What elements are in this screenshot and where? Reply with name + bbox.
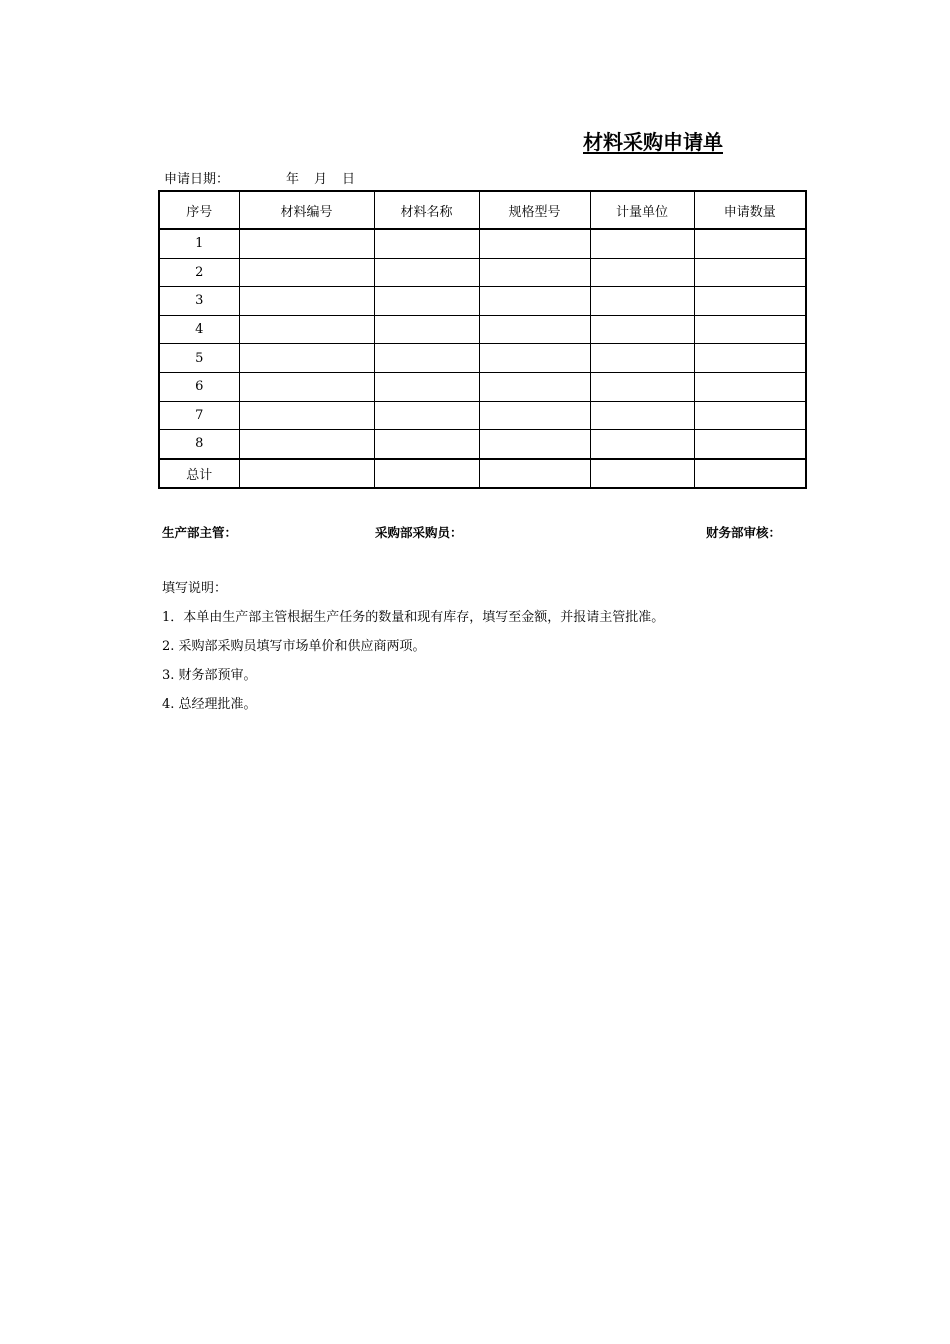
material-code-cell[interactable] [239,287,374,316]
instruction-item: 1．本单由生产部主管根据生产任务的数量和现有库存，填写至金额，并报请主管批准。 [162,610,665,625]
table-row [159,287,806,316]
material-name-cell[interactable] [374,315,479,344]
material-code-cell[interactable] [239,372,374,401]
specification-model-cell[interactable] [479,229,590,258]
material-code-cell[interactable] [239,344,374,373]
purchase-request-table [158,190,807,489]
instruction-item: 2. 采购部采购员填写市场单价和供应商两项。 [162,639,426,654]
requested-quantity-cell[interactable] [694,229,806,258]
row-serial-number: 7 [159,401,239,430]
material-code-cell[interactable] [239,315,374,344]
total-material-code-cell[interactable] [239,459,374,488]
requested-quantity-cell[interactable] [694,258,806,287]
material-name-cell[interactable] [374,344,479,373]
total-material-name-cell[interactable] [374,459,479,488]
requested-quantity-cell[interactable] [694,430,806,459]
row-serial-number: 3 [159,287,239,316]
total-unit-of-measure-cell[interactable] [590,459,694,488]
page-title: 材料采购申请单 [583,130,723,154]
instruction-item: 3. 财务部预审。 [162,668,257,683]
header-serial-number: 序号 [159,191,239,229]
total-requested-quantity-cell[interactable] [694,459,806,488]
header-requested-quantity: 申请数量 [694,191,806,229]
unit-of-measure-cell[interactable] [590,287,694,316]
unit-of-measure-cell[interactable] [590,229,694,258]
row-serial-number: 5 [159,344,239,373]
material-name-cell[interactable] [374,229,479,258]
material-name-cell[interactable] [374,287,479,316]
specification-model-cell[interactable] [479,315,590,344]
header-unit-of-measure: 计量单位 [590,191,694,229]
row-serial-number: 1 [159,229,239,258]
date-month: 月 [314,172,328,187]
material-name-cell[interactable] [374,430,479,459]
unit-of-measure-cell[interactable] [590,401,694,430]
table-row [159,229,806,258]
table-row [159,315,806,344]
instructions-heading: 填写说明： [162,581,228,596]
purchasing-clerk-signature-label: 采购部采购员： [375,525,463,540]
date-day: 日 [342,172,356,187]
row-serial-number: 6 [159,372,239,401]
material-code-cell[interactable] [239,229,374,258]
finance-review-signature-label: 财务部审核： [706,525,782,540]
material-code-cell[interactable] [239,258,374,287]
requested-quantity-cell[interactable] [694,372,806,401]
unit-of-measure-cell[interactable] [590,258,694,287]
material-name-cell[interactable] [374,401,479,430]
application-date-line [164,168,355,187]
row-serial-number: 2 [159,258,239,287]
requested-quantity-cell[interactable] [694,344,806,373]
unit-of-measure-cell[interactable] [590,344,694,373]
date-label: 申请日期： [164,172,230,187]
specification-model-cell[interactable] [479,287,590,316]
requested-quantity-cell[interactable] [694,287,806,316]
header-specification-model: 规格型号 [479,191,590,229]
specification-model-cell[interactable] [479,344,590,373]
header-material-name: 材料名称 [374,191,479,229]
table-row [159,372,806,401]
row-serial-number: 8 [159,430,239,459]
requested-quantity-cell[interactable] [694,315,806,344]
row-serial-number: 4 [159,315,239,344]
total-specification-model-cell[interactable] [479,459,590,488]
production-supervisor-signature-label: 生产部主管： [162,525,238,540]
requested-quantity-cell[interactable] [694,401,806,430]
specification-model-cell[interactable] [479,372,590,401]
unit-of-measure-cell[interactable] [590,430,694,459]
date-year: 年 [286,172,300,187]
table-total-row [159,459,806,488]
table-header-row [159,191,806,229]
material-name-cell[interactable] [374,258,479,287]
specification-model-cell[interactable] [479,258,590,287]
table-row [159,430,806,459]
unit-of-measure-cell[interactable] [590,372,694,401]
table-row [159,344,806,373]
unit-of-measure-cell[interactable] [590,315,694,344]
specification-model-cell[interactable] [479,430,590,459]
table-row [159,401,806,430]
material-code-cell[interactable] [239,430,374,459]
material-code-cell[interactable] [239,401,374,430]
filling-instructions [162,580,664,725]
instruction-item: 4. 总经理批准。 [162,697,257,712]
table-row [159,258,806,287]
specification-model-cell[interactable] [479,401,590,430]
header-material-code: 材料编号 [239,191,374,229]
material-name-cell[interactable] [374,372,479,401]
total-label: 总计 [159,459,239,488]
